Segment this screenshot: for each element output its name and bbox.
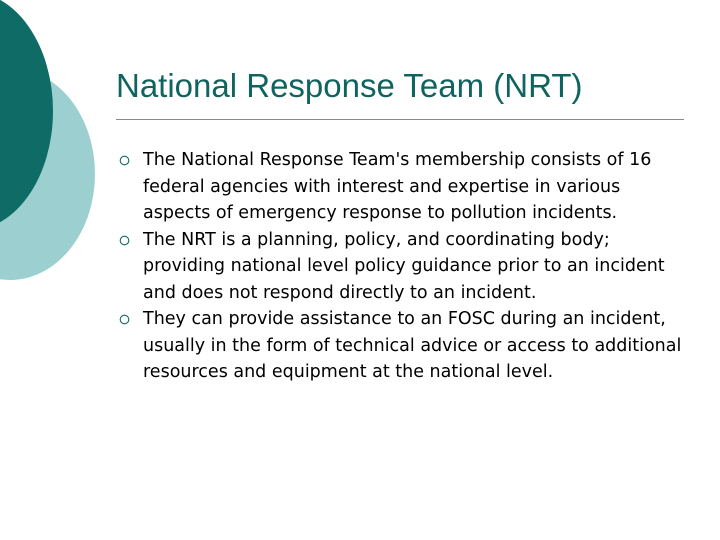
bullet-text: They can provide assistance to an FOSC during an incident, usually in the form of technical advice or access to additional resources and equipment at the national level. xyxy=(143,309,682,382)
bullet-list xyxy=(116,147,686,386)
bullet-text: The National Response Team's membership consists of 16 federal agencies with interest and expertise in various aspects of emergency response to pollution incidents. xyxy=(143,150,652,223)
bullet-item xyxy=(116,227,686,307)
bullet-item xyxy=(116,147,686,227)
bullet-text: The NRT is a planning, policy, and coordinating body; providing national level policy guidance prior to an incident and does not respond directly to an incident. xyxy=(143,229,665,303)
hollow-circle-icon xyxy=(119,227,133,254)
title-underline xyxy=(116,119,684,120)
bullet-item xyxy=(116,306,686,386)
hollow-circle-icon xyxy=(119,147,133,174)
hollow-circle-icon xyxy=(119,306,133,333)
slide-title: National Response Team (NRT) xyxy=(116,67,583,104)
